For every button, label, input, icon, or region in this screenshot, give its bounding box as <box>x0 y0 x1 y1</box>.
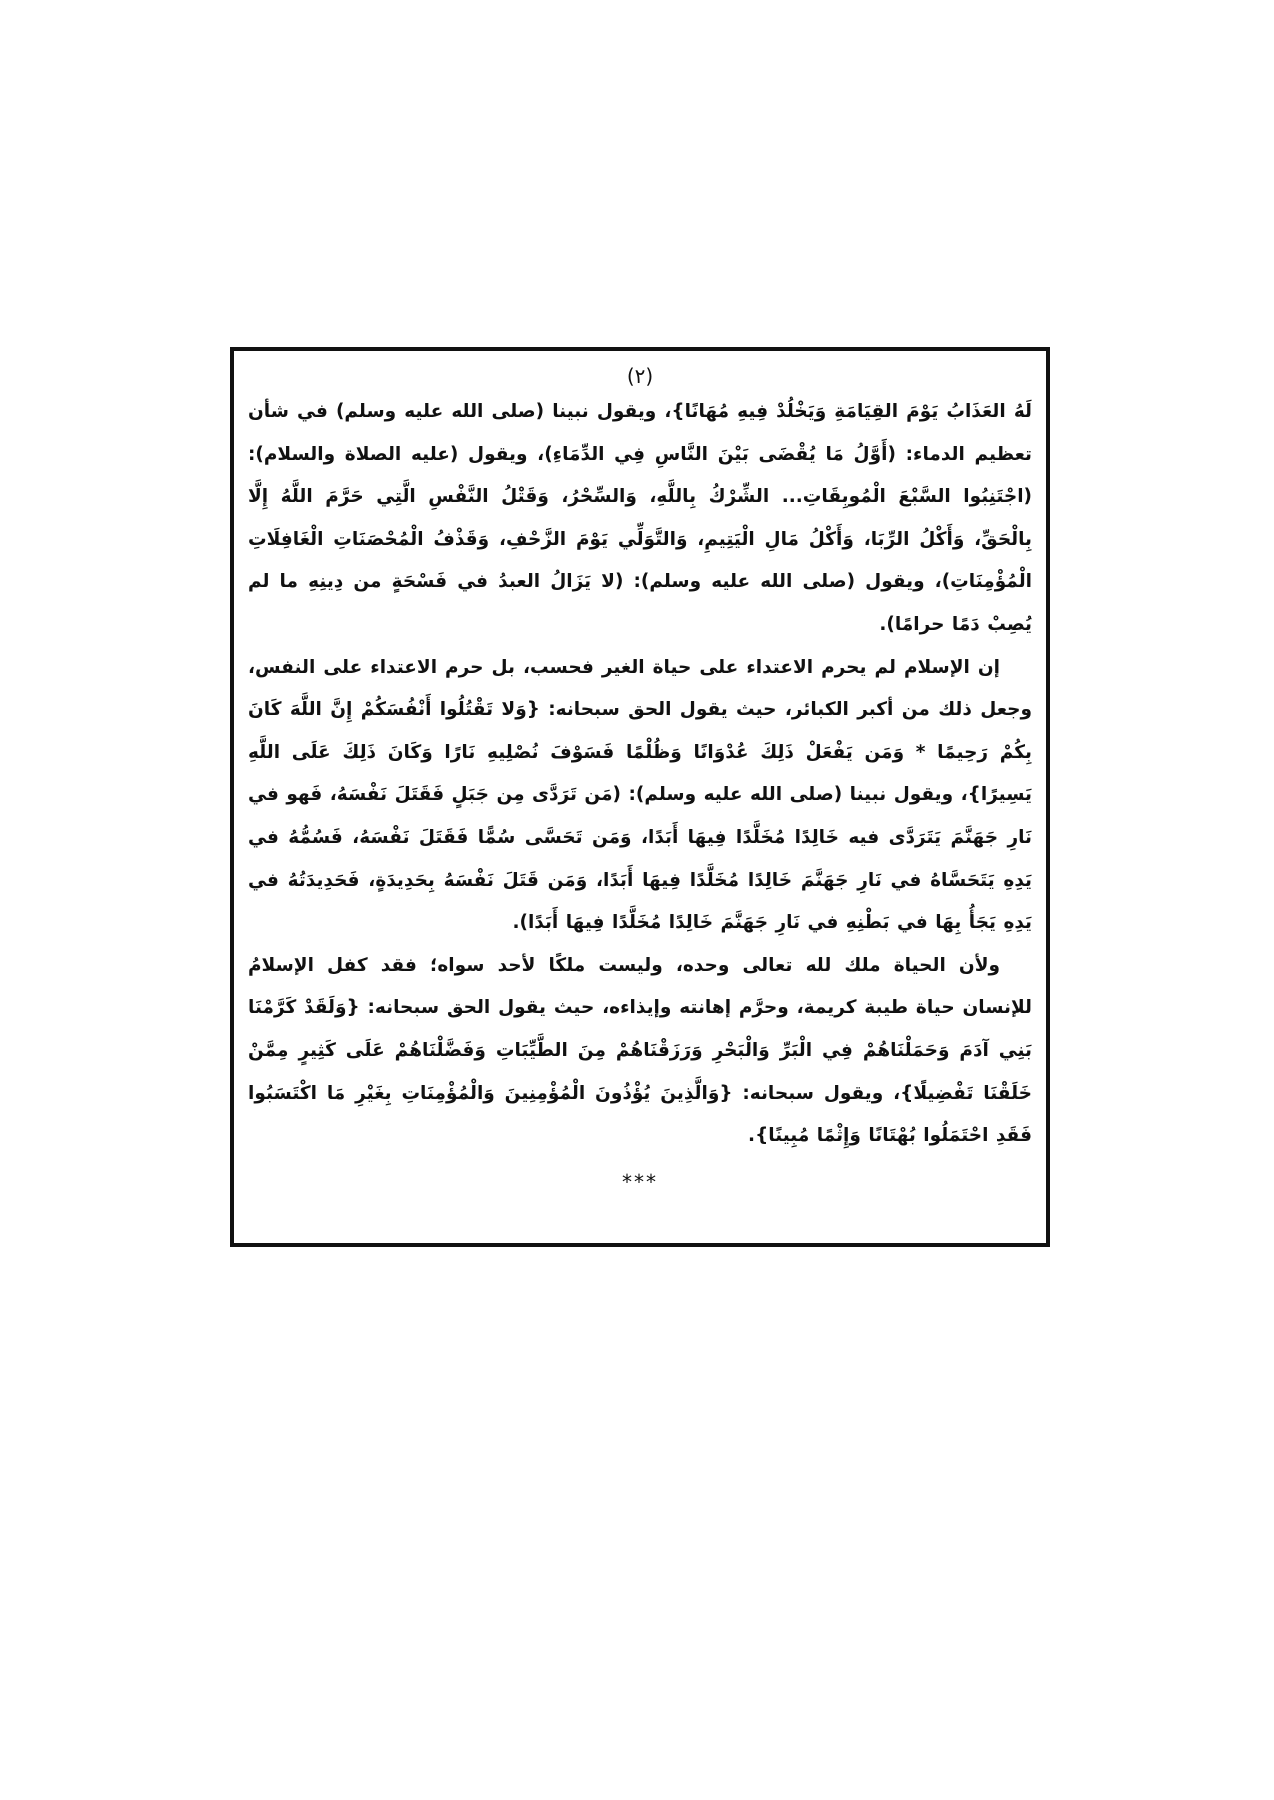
paragraph-1: لَهُ العَذَابُ يَوْمَ القِيَامَةِ وَيَخْلُدْ فِيهِ مُهَانًا}، ويقول نبينا (صلى الله عليه وسلم) في شأن تعظيم الدماء: (أَوَّلُ مَا يُقْضَى بَيْنَ النَّاسِ فِي الدِّمَاءِ)، ويقول (عليه الصلاة والسلام): (اجْتَنِبُوا السَّبْعَ الْمُوبِقَاتِ... الشِّرْكُ بِاللَّهِ، وَالسِّحْرُ، وَقَتْلُ النَّفْسِ الَّتِي حَرَّمَ اللَّهُ إِلَّا بِالْحَقِّ، وَأَكْلُ الرِّبَا، وَأَكْلُ مَالِ الْيَتِيمِ، وَالتَّوَلِّي يَوْمَ الزَّحْفِ، وَقَذْفُ الْمُحْصَنَاتِ الْغَافِلَاتِ الْمُؤْمِنَاتِ)، ويقول (صلى الله عليه وسلم): (لا يَزَالُ العبدُ في فَسْحَةٍ من دِينِهِ ما لم يُصِبْ دَمًا حرامًا). <box>248 401 1032 635</box>
paragraph-3: ولأن الحياة ملك لله تعالى وحده، وليست ملكًا لأحد سواه؛ فقد كفل الإسلامُ للإنسان حياة طيبة كريمة، وحرَّم إهانته وإيذاءه، حيث يقول الحق سبحانه: {وَلَقَدْ كَرَّمْنَا بَنِي آدَمَ وَحَمَلْنَاهُمْ فِي الْبَرِّ وَالْبَحْرِ وَرَزَقْنَاهُمْ مِنَ الطَّيِّبَاتِ وَفَضَّلْنَاهُمْ عَلَى كَثِيرٍ مِمَّنْ خَلَقْنَا تَفْضِيلًا}، ويقول سبحانه: {وَالَّذِينَ يُؤْذُونَ الْمُؤْمِنِينَ وَالْمُؤْمِنَاتِ بِغَيْرِ مَا اكْتَسَبُوا فَقَدِ احْتَمَلُوا بُهْتَانًا وَإِثْمًا مُبِينًا}. <box>248 954 1032 1147</box>
paragraph-2: إن الإسلام لم يحرم الاعتداء على حياة الغير فحسب، بل حرم الاعتداء على النفس، وجعل ذلك من أكبر الكبائر، حيث يقول الحق سبحانه: {وَلا تَقْتُلُوا أَنْفُسَكُمْ إِنَّ اللَّهَ كَانَ بِكُمْ رَحِيمًا * وَمَن يَفْعَلْ ذَلِكَ عُدْوَانًا وَظُلْمًا فَسَوْفَ نُصْلِيهِ نَارًا وَكَانَ ذَلِكَ عَلَى اللَّهِ يَسِيرًا}، ويقول نبينا (صلى الله عليه وسلم): (مَن تَرَدَّى مِن جَبَلٍ فَقَتَلَ نَفْسَهُ، فَهو في نَارِ جَهَنَّمَ يَتَرَدَّى فيه خَالِدًا مُخَلَّدًا فِيهَا أَبَدًا، وَمَن تَحَسَّى سُمًّا فَقَتَلَ نَفْسَهُ، فَسُمُّهُ في يَدِهِ يَتَحَسَّاهُ في نَارِ جَهَنَّمَ خَالِدًا مُخَلَّدًا فِيهَا أَبَدًا، وَمَن قَتَلَ نَفْسَهُ بِحَدِيدَةٍ، فَحَدِيدَتُهُ في يَدِهِ يَجَأُ بِهَا في بَطْنِهِ في نَارِ جَهَنَّمَ خَالِدًا مُخَلَّدًا فِيهَا أَبَدًا). <box>248 656 1032 934</box>
section-separator: *** <box>622 1169 658 1194</box>
page-number: (٢) <box>626 364 654 388</box>
page-border-frame <box>230 347 1050 1247</box>
